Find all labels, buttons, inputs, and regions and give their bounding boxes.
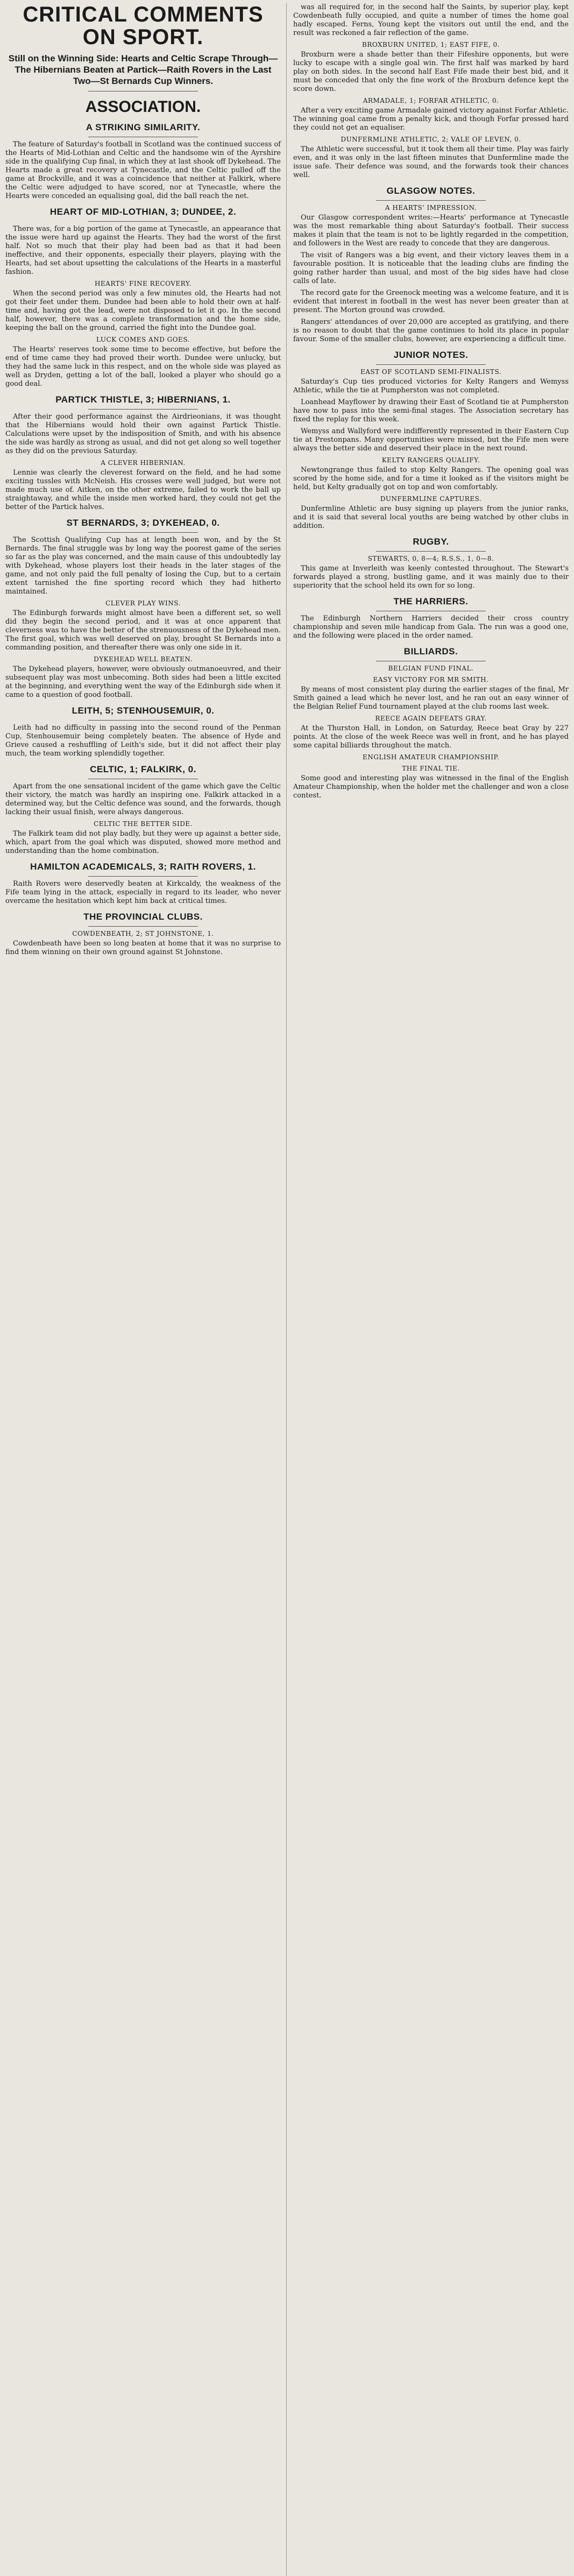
headline-deck: Still on the Winning Side: Hearts and Celtic Scrape Through—The Hibernians Beaten at Partick—Raith Rovers in the Last Two—St Bernards Cup Winners. [8, 53, 278, 86]
article-subheading: THE FINAL TIE. [402, 765, 460, 772]
article-paragraph: There was, for a big portion of the game at Tynecastle, an appearance that the issue were hard up against the Hearts. They had the worst of the first half. Not so much that their play had been bad as that it had been ineffective, and their opponents, especially their players, playing with the Hearts, had set about upsetting the calculations of the Hearts in a masterful fashion. [5, 225, 281, 276]
article-headline: THE HARRIERS. [393, 596, 469, 606]
article-subheading: COWDENBEATH, 2; ST JOHNSTONE, 1. [72, 930, 214, 937]
article-paragraph: The feature of Saturday's football in Scotland was the continued success of the Hearts of Mid-Lothian and Celtic and the handsome win of the Ayrshire side in the qualifying Cup final, in which they at last shook off Dykehead. The Hearts made a great recovery at Tynecastle, and the Celtic pulled off the game at Brockville, and it was a coincidence that neither at Falkirk, where the Celtic were adjudged to have scored, nor at Tynecastle, where the Hearts were conceded an equalising goal, did the ball reach the net. [5, 140, 281, 200]
article-headline: THE PROVINCIAL CLUBS. [83, 912, 203, 922]
article-subheading: KELTY RANGERS QUALIFY. [381, 456, 480, 464]
article-paragraph: When the second period was only a few minutes old, the Hearts had not got their feet under them. Dundee had been able to hold their own at half-time and, having got the lead, were not disposed to let it go. In the second half, however, there was a complete transformation and the home side, keeping the ball on the ground, carried the fight into the Dundee goal. [5, 290, 281, 332]
article-headline: HAMILTON ACADEMICALS, 3; RAITH ROVERS, 1. [30, 862, 256, 872]
article-paragraph: Rangers' attendances of over 20,000 are accepted as gratifying, and there is no reason to doubt that the game continues to hold its place in popular favour. Some of the smaller clubs, however, are experiencing a difficult time. [293, 318, 569, 343]
article-paragraph: Saturday's Cup ties produced victories for Kelty Rangers and Wemyss Athletic, while the tie at Pumpherston was not completed. [293, 378, 569, 394]
divider-rule [88, 409, 199, 410]
article-subheading: DYKEHEAD WELL BEATEN. [94, 655, 193, 663]
article-subheading: A HEARTS' IMPRESSION. [385, 204, 477, 211]
divider-rule [88, 926, 199, 927]
article-headline: HEART OF MID-LOTHIAN, 3; DUNDEE, 2. [49, 207, 237, 217]
article-subheading: DUNFERMLINE ATHLETIC, 2; VALE OF LEVEN, 0. [341, 136, 521, 143]
article-subheading: CELTIC THE BETTER SIDE. [94, 820, 193, 828]
article-subheading: ARMADALE, 1; FORFAR ATHLETIC, 0. [363, 97, 499, 104]
article-paragraph: This game at Inverleith was keenly contested throughout. The Stewart's forwards played a strong, bustling game, and it was mainly due to their superiority that the school held its own for so long. [293, 564, 569, 590]
article-headline: JUNIOR NOTES. [393, 350, 469, 360]
divider-rule [376, 364, 486, 365]
divider-rule [88, 221, 199, 222]
article-paragraph: Leith had no difficulty in passing into the second round of the Penman Cup, Stenhousemuir being completely beaten. The absence of Hyde and Grieve caused a reshuffling of Leith's side, but it did not affect their play much, the team working splendidly together. [5, 724, 281, 758]
article-headline: CELTIC, 1; FALKIRK, 0. [90, 764, 196, 774]
article-paragraph: After their good performance against the Airdrieonians, it was thought that the Hibernians would hold their own against Partick Thistle. Calculations were upset by the indisposition of Smith, and with his absence the side was hardly as strong as usual, and did not get along so well together as they did on the previous Saturday. [5, 413, 281, 455]
article-subheading: ENGLISH AMATEUR CHAMPIONSHIP. [363, 753, 499, 761]
column-right [293, 3, 569, 2576]
article-paragraph: The Edinburgh Northern Harriers decided their cross country championship and seven mile handicap from Gala. The run was a good one, and the following were placed in the order named. [293, 615, 569, 640]
article-paragraph: Wemyss and Wallyford were indifferently represented in their Eastern Cup tie at Prestonpans. Many opportunities were missed, but the Fife men were always the better side and deserved their place in the next round. [293, 427, 569, 453]
article-paragraph: The Hearts' reserves took some time to become effective, but before the end of time came they had proved their worth. Dundee were unlucky, but they had the same luck in this respect, and on the whole side was played as well as Dryden, getting a lot of the ball, looked a player who should go a good deal. [5, 345, 281, 388]
divider-rule [376, 551, 486, 552]
article-paragraph: Cowdenbeath have been so long beaten at home that it was no surprise to find them winning on their own ground against St Johnstone. [5, 940, 281, 956]
article-headline: GLASGOW NOTES. [386, 186, 476, 196]
article-paragraph: The record gate for the Greenock meeting was a welcome feature, and it is evident that interest in football in the west has never been greater than at present. The Morton ground was crowded. [293, 289, 569, 314]
article-headline: LEITH, 5; STENHOUSEMUIR, 0. [72, 705, 215, 716]
article-headline: ST BERNARDS, 3; DYKEHEAD, 0. [66, 518, 220, 528]
article-paragraph: Raith Rovers were deservedly beaten at Kirkcaldy, the weakness of the Fife team lying in the attack, especially in regard to its leader, who never overcame the hesitation which kept him back at critical times. [5, 880, 281, 905]
article-paragraph: Loanhead Mayflower by drawing their East of Scotland tie at Pumpherston have now to pass into the semi-final stages. The Association secretary has fixed the replay for this week. [293, 398, 569, 424]
divider-rule [88, 532, 199, 533]
article-paragraph: Newtongrange thus failed to stop Kelty Rangers. The opening goal was scored by the home side, and for a time it looked as if the visitors might be held, but Kelty gradually got on top and won comfortably. [293, 466, 569, 491]
article-subheading: EASY VICTORY FOR MR SMITH. [373, 676, 489, 683]
article-paragraph: Broxburn were a shade better than their Fifeshire opponents, but were lucky to escape with a single goal win. The first half was marked by hard play on both sides. In the second half East Fife made their best bid, and it must be conceded that only the fine work of the Broxburn defence kept the score down. [293, 51, 569, 93]
article-paragraph: The Edinburgh forwards might almost have been a different set, so well did they begin the second period, and it was at once apparent that cleverness was to have the better of the strenuousness of the Dykehead men. The first goal, which was well deserved on play, brought St Bernards into a commanding position, and thereafter there was only one side in it. [5, 609, 281, 652]
article-paragraph: At the Thurston Hall, in London, on Saturday, Reece beat Gray by 227 points. At the close of the week Reece was well in front, and he has played some capital billiards throughout the match. [293, 724, 569, 750]
article-headline: A STRIKING SIMILARITY. [86, 122, 201, 132]
article-subheading: DUNFERMLINE CAPTURES. [380, 495, 482, 503]
article-paragraph: The visit of Rangers was a big event, and their victory leaves them in a favourable position. It is noticeable that the leading clubs are finding the going rather harder than usual, and most of the big sides have had close calls of late. [293, 251, 569, 285]
divider-rule [376, 200, 486, 201]
divider-rule [88, 876, 199, 877]
article-subheading: BROXBURN UNITED, 1; EAST FIFE, 0. [362, 41, 500, 48]
article-paragraph: The Falkirk team did not play badly, but they were up against a better side, which, apart from the goal which was disputed, showed more method and understanding than the home combination. [5, 830, 281, 855]
article-paragraph: After a very exciting game Armadale gained victory against Forfar Athletic. The winning goal came from a penalty kick, and though Forfar pressed hard they could not get an equaliser. [293, 107, 569, 132]
article-paragraph: The Scottish Qualifying Cup has at length been won, and by the St Bernards. The final struggle was by long way the poorest game of the series so far as the play was concerned, and the main cause of this undoubtedly lay with Dykehead, whose players lost their heads in the later stages of the game, and not only paid the full penalty of losing the Cup, but to a certain extent tarnished the fine sporting record which they had hitherto maintained. [5, 536, 281, 596]
article-headline: RUGBY. [413, 537, 449, 547]
article-paragraph: was all required for, in the second half the Saints, by superior play, kept Cowdenbeath fully occupied, and quite a number of times the home goal hadly escaped. Ferns, Young kept the visitors out until the end, and the result was reckoned a fair reflection of the game. [293, 3, 569, 37]
article-paragraph: The Dykehead players, however, were obviously outmanoeuvred, and their subsequent play was most unbecoming. Both sides had been a little excited at the beginning, and everything went the way of the Edinburgh side when it came to a question of good football. [5, 665, 281, 699]
divider-rule [88, 720, 199, 721]
article-paragraph: By means of most consistent play during the earlier stages of the final, Mr Smith gained a lead which he never lost, and he ran out an easy winner of the Belgian Relief Fund tournament played at the club rooms last week. [293, 686, 569, 711]
article-subheading: REECE AGAIN DEFEATS GRAY. [375, 715, 487, 722]
article-headline: PARTICK THISTLE, 3; HIBERNIANS, 1. [55, 394, 231, 405]
section-heading: ASSOCIATION. [85, 98, 201, 116]
article-subheading: LUCK COMES AND GOES. [96, 336, 190, 343]
article-subheading: STEWARTS, 0, 8—4; R.S.S., 1, 0—8. [367, 555, 494, 562]
article-subheading: HEARTS' FINE RECOVERY. [94, 280, 192, 287]
article-paragraph: Some good and interesting play was witnessed in the final of the English Amateur Championship, when the holder met the challenger and won a close contest. [293, 774, 569, 800]
article-paragraph: Lennie was clearly the cleverest forward on the field, and he had some exciting tussles with McNeish. His crosses were well judged, but were not made much use of. Aitken, on the other extreme, failed to work the ball up straightaway, and while the inside men worked hard, they could not get the better of the Partick halves. [5, 469, 281, 511]
article-subheading: A CLEVER HIBERNIAN. [101, 459, 186, 467]
article-headline: BILLIARDS. [403, 646, 458, 657]
article-paragraph: Our Glasgow correspondent writes:—Hearts' performance at Tynecastle was the most remarkable thing about Saturday's football. Their success makes it plain that the team is not to be lightly regarded in the competition, and followers in the West are ready to concede that they are dangerous. [293, 214, 569, 248]
article-subheading: EAST OF SCOTLAND SEMI-FINALISTS. [360, 368, 502, 376]
article-subheading: BELGIAN FUND FINAL. [388, 665, 474, 672]
article-paragraph: The Athletic were successful, but it took them all their time. Play was fairly even, and it was only in the last fifteen minutes that Dunfermline made the issue safe. Their defence was sound, and the forwards took their chances well. [293, 145, 569, 179]
article-paragraph: Apart from the one sensational incident of the game which gave the Celtic their victory, the match was hardly an inspiring one. Falkirk attacked in a determined way, but the Celtic defence was sound, and the forwards, though lacking their usual finish, were always dangerous. [5, 782, 281, 816]
masthead-title: CRITICAL COMMENTS ON SPORT. [23, 3, 264, 49]
column-left [5, 3, 287, 2576]
article-paragraph: Dunfermline Athletic are busy signing up players from the junior ranks, and it is said that several local youths are being watched by other clubs in addition. [293, 505, 569, 530]
article-subheading: CLEVER PLAY WINS. [105, 599, 181, 607]
